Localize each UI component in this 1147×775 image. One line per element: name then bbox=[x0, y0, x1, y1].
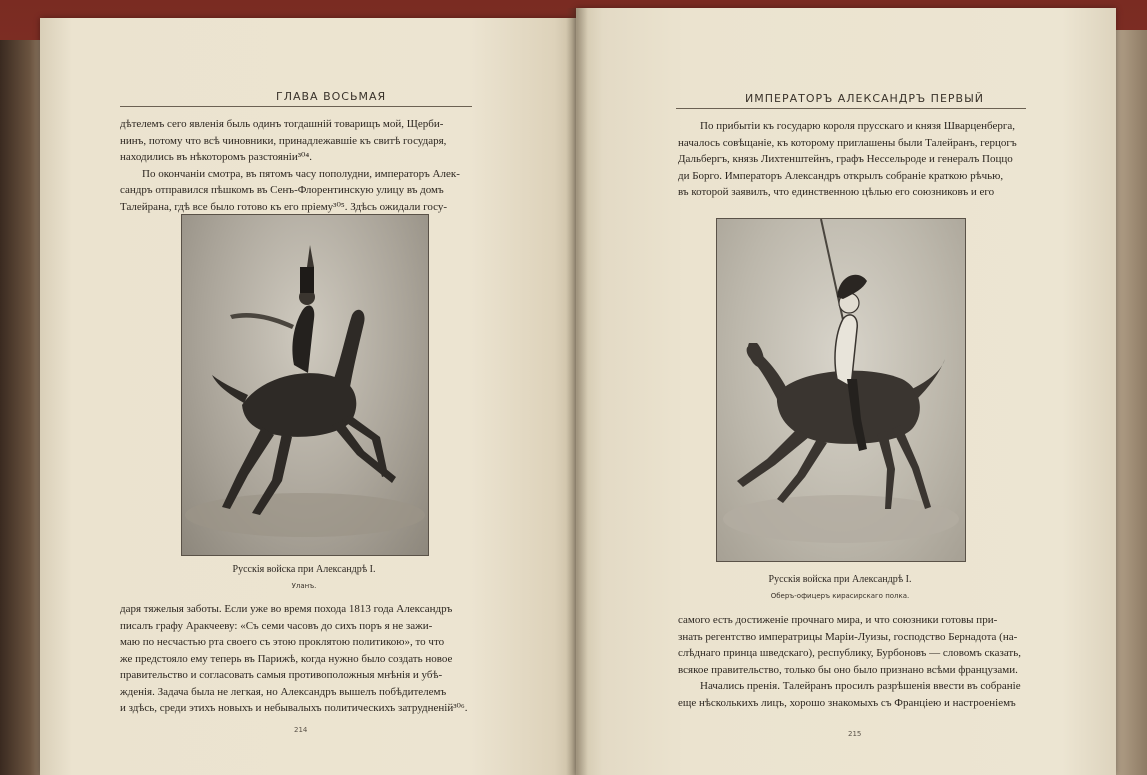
text-line: маю по несчастью рта своего съ этою проклятою политикою», то что bbox=[120, 636, 445, 648]
text-line: началось совѣщаніе, къ которому приглашены были Талейранъ, герцогъ bbox=[678, 136, 1017, 149]
left-top-text bbox=[120, 116, 472, 215]
right-running-head: ИМПЕРАТОРЪ АЛЕКСАНДРЪ ПЕРВЫЙ bbox=[745, 92, 985, 105]
left-bottom-text bbox=[120, 601, 476, 717]
right-page-number: 215 bbox=[848, 730, 862, 738]
uhlan-rider-drawing bbox=[182, 215, 428, 555]
text-line: правительство и согласовать самыя противоположныя мнѣнія и убѣ- bbox=[120, 669, 443, 681]
text-line: даря тяжелыя заботы. Если уже во время похода 1813 года Александръ bbox=[120, 603, 453, 615]
text-line: По прибытіи къ государю короля прусскаго и князя Шварценберга, bbox=[700, 120, 1015, 132]
cuirassier-officer-illustration bbox=[716, 218, 966, 562]
text-line: въ которой заявилъ, что единственною цѣлью его союзниковъ и его bbox=[678, 186, 995, 198]
left-page-number: 214 bbox=[294, 726, 308, 734]
right-bottom-text bbox=[678, 612, 1030, 711]
left-plate-caption: Русскія войска при Александрѣ I. bbox=[232, 564, 376, 575]
text-line: жденія. Задача была не легкая, но Александръ вышелъ побѣдителемъ bbox=[120, 685, 447, 698]
text-line: дѣтелемъ сего явленія быль одинъ тогдашній товарищъ мой, Щерби- bbox=[120, 118, 444, 130]
text-line: Талейрана, гдѣ все было готово къ его пріему³⁰⁵. Здѣсь ожидали госу- bbox=[120, 200, 448, 213]
text-line: По окончаніи смотра, въ пятомъ часу пополудни, императоръ Алек- bbox=[142, 167, 460, 180]
text-line: Начались пренія. Талейранъ просилъ разрѣшенія ввести въ собраніе bbox=[700, 680, 1021, 692]
text-line: сандръ отправился пѣшкомъ въ Сенъ-Флорентинскую улицу въ домъ bbox=[120, 184, 444, 196]
text-line: писалъ графу Аракчееву: «Съ семи часовъ до сихъ поръ я не зажи- bbox=[120, 619, 433, 632]
left-running-head: ГЛАВА ВОСЬМАЯ bbox=[276, 90, 387, 103]
text-line: еще нѣсколькихъ лицъ, хорошо знакомыхъ съ Франціею и настроеніемъ bbox=[678, 696, 1016, 709]
text-line: Дальбергъ, князь Лихтенштейнъ, графъ Нессельроде и генералъ Поццо bbox=[678, 153, 1013, 165]
right-plate-subcaption: Оберъ-офицеръ кирасирскаго полка. bbox=[770, 592, 910, 600]
text-line: знать регентство императрицы Маріи-Луизы, господство Бернадота (на- bbox=[678, 630, 1018, 643]
left-head-rule bbox=[120, 106, 472, 107]
text-line: самого есть достиженіе прочнаго мира, и что союзники готовы при- bbox=[678, 614, 998, 626]
cuirassier-rider-drawing bbox=[717, 219, 965, 561]
text-line: всякое правительство, только бы оно было признано всѣми французами. bbox=[678, 663, 1018, 676]
book-gutter bbox=[566, 8, 588, 775]
text-line: же предстояло ему теперь въ Парижѣ, когда нужно было создать новое bbox=[120, 652, 453, 665]
right-plate-caption: Русскія войска при Александрѣ I. bbox=[768, 574, 912, 585]
text-line: находились въ нѣкоторомъ разстояніи³⁰⁴. bbox=[120, 151, 312, 163]
text-line: ди Борго. Императоръ Александръ открылъ собраніе краткою рѣчью, bbox=[678, 169, 1004, 182]
right-top-text bbox=[678, 118, 1030, 201]
text-line: и здѣсь, среди этихъ новыхъ и небывалыхъ политическихъ затрудненій³⁰⁶. bbox=[120, 702, 468, 714]
left-plate-subcaption: Уланъ. bbox=[291, 582, 317, 590]
uhlan-illustration bbox=[181, 214, 429, 556]
right-head-rule bbox=[676, 108, 1026, 109]
text-line: слѣднаго принца шведскаго), республику, Бурбоновъ — словомъ сказать, bbox=[678, 647, 1021, 659]
text-line: нинъ, потому что всѣ чиновники, принадлежавшіе къ свитѣ государя, bbox=[120, 134, 447, 147]
